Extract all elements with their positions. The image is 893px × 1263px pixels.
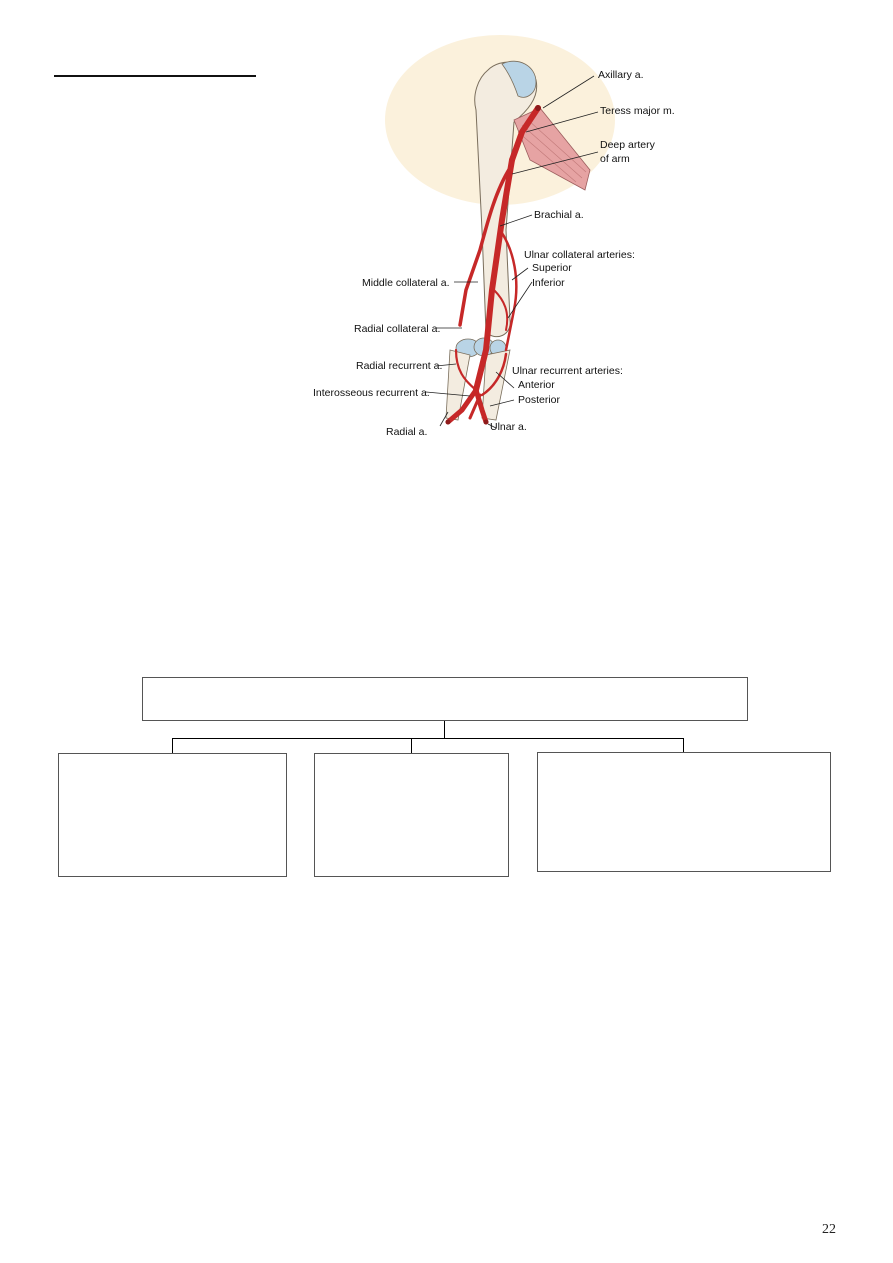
axillary-cut-end (535, 105, 541, 111)
ulnar-cut-end (484, 420, 489, 425)
flowchart-box-middle (314, 753, 509, 877)
flowchart-horizontal-bar (172, 738, 684, 739)
label-ulnar: Ulnar a. (490, 421, 527, 433)
flowchart-drop-middle (411, 738, 412, 753)
flowchart-stem (444, 721, 445, 738)
radial-cut-end (446, 420, 451, 425)
label-radial-collateral: Radial collateral a. (354, 323, 441, 335)
brachial-artery-figure (300, 50, 675, 450)
label-inferior: Inferior (532, 277, 565, 289)
flowchart-drop-right (683, 738, 684, 753)
label-anterior: Anterior (518, 379, 555, 391)
label-middle-collateral: Middle collateral a. (362, 277, 450, 289)
label-brachial: Brachial a. (534, 209, 584, 221)
label-deep-artery-line2: of arm (600, 153, 630, 165)
label-radial: Radial a. (386, 426, 428, 438)
label-axillary: Axillary a. (598, 69, 644, 81)
label-deep-artery-line1: Deep artery (600, 139, 655, 151)
page-number: 22 (822, 1222, 836, 1237)
flowchart-box-right (537, 752, 831, 872)
label-radial-recurrent: Radial recurrent a. (356, 360, 443, 372)
label-posterior: Posterior (518, 394, 561, 406)
label-ulnar-recurrent-heading: Ulnar recurrent arteries: (512, 365, 623, 377)
label-interosseous-recurrent: Interosseous recurrent a. (313, 387, 430, 399)
label-teres-major: Teress major m. (600, 105, 675, 117)
label-superior: Superior (532, 262, 572, 274)
label-ulnar-collateral-heading: Ulnar collateral arteries: (524, 249, 635, 261)
flowchart-top-box (142, 677, 748, 721)
flowchart-drop-left (172, 738, 173, 753)
heading-underline (54, 75, 256, 77)
flowchart-box-left (58, 753, 287, 877)
